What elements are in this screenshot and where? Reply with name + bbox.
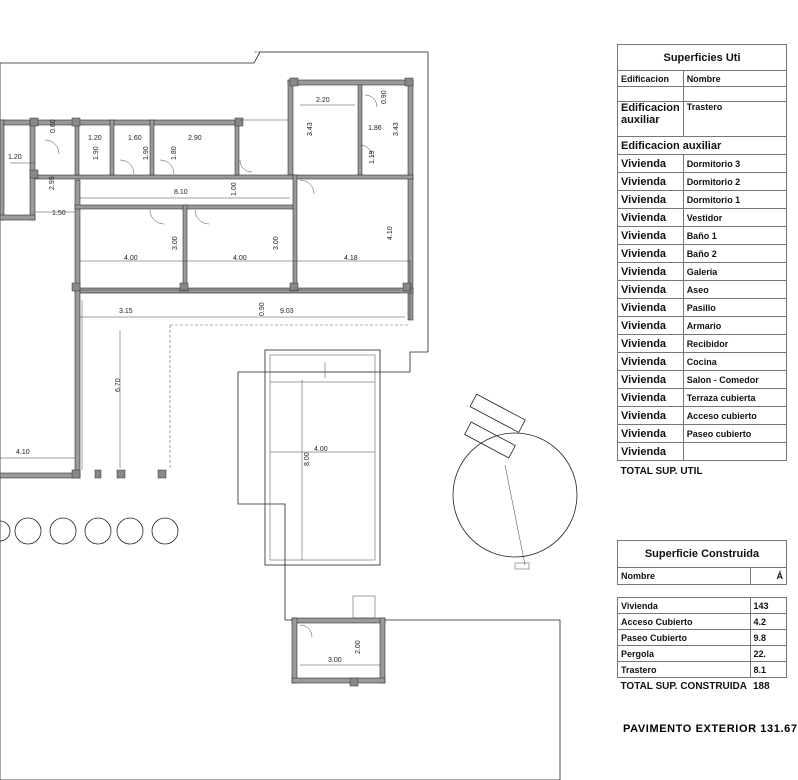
table-util-title: Superficies Uti	[618, 45, 787, 71]
dim-186: 1.86	[368, 125, 382, 132]
table-row	[618, 335, 787, 353]
wall-corridor-south	[75, 288, 413, 293]
wall-west-upper	[0, 120, 4, 220]
table-row	[618, 299, 787, 317]
dim-800: 8.00	[304, 452, 311, 466]
row-edificacion: Vivienda	[618, 245, 684, 263]
row-area: 8.1	[750, 662, 787, 678]
dim-300b: 3.00	[273, 236, 280, 250]
garden-circles	[0, 518, 178, 544]
table-construida-title: Superficie Construida	[618, 541, 787, 568]
row-edificacion: Vivienda	[618, 227, 684, 245]
row-edificacion: Vivienda	[618, 425, 684, 443]
row-nombre: Cocina	[683, 353, 786, 371]
dim-410b: 4.10	[16, 449, 30, 456]
dim-400b: 4.00	[233, 255, 247, 262]
header-edificacion: Edificacion	[618, 71, 684, 87]
row-edificacion: Vivienda	[618, 389, 684, 407]
dim-160: 1.60	[128, 135, 142, 142]
table-row	[618, 209, 787, 227]
wall-living-west	[75, 290, 80, 475]
dim-400c: 4.00	[314, 446, 328, 453]
wall-upper-div	[288, 80, 293, 175]
shed	[292, 596, 385, 686]
dim-410a: 4.10	[387, 226, 394, 240]
total-sup-util-label: TOTAL SUP. UTIL	[620, 465, 703, 477]
wall-bath-div2	[110, 120, 114, 175]
dim-090a: 0.90	[381, 90, 388, 104]
row-nombre: Recibidor	[683, 335, 786, 353]
wall-room-div1	[183, 205, 187, 290]
superficie-construida-table	[617, 540, 787, 695]
plot-boundary	[0, 52, 560, 780]
wall-left-room	[0, 215, 35, 220]
dim-343b: 3.43	[393, 122, 400, 136]
table-row	[618, 425, 787, 443]
row-nombre: Salon - Comedor	[683, 371, 786, 389]
row-nombre: Aseo	[683, 281, 786, 299]
dim-119: 1.19	[369, 150, 376, 164]
header-nombre: Nombre	[683, 71, 786, 87]
row-nombre	[683, 443, 786, 461]
dimension-lines	[0, 105, 410, 665]
pavimento-exterior: PAVIMENTO EXTERIOR 131.67	[623, 723, 798, 735]
row-nombre: Trastero	[618, 662, 751, 678]
table-cell-edificacion: Edificacion auxiliar	[618, 102, 684, 137]
row-edificacion: Vivienda	[618, 335, 684, 353]
table-row	[618, 263, 787, 281]
row-nombre: Terraza cubierta	[683, 389, 786, 407]
row-nombre: Paseo Cubierto	[618, 630, 751, 646]
row-area: 4.2	[750, 614, 787, 630]
dim-810: 8.10	[174, 189, 188, 196]
wall-mid-west	[75, 180, 80, 290]
dim-100: 1.00	[231, 182, 238, 196]
table-row	[618, 389, 787, 407]
row-edificacion: Vivienda	[618, 353, 684, 371]
table-cell-nombre: Trastero	[683, 102, 786, 137]
table-row	[618, 598, 787, 614]
superficies-util-table	[617, 44, 787, 481]
dim-418: 4.18	[344, 255, 358, 262]
dim-295: 2.95	[49, 176, 56, 190]
row-edificacion: Vivienda	[618, 317, 684, 335]
row-edificacion: Vivienda	[618, 263, 684, 281]
row-nombre: Acceso Cubierto	[618, 614, 751, 630]
row-nombre: Armario	[683, 317, 786, 335]
wall-bath-div1	[75, 120, 79, 175]
dim-120b: 1.20	[88, 135, 102, 142]
dim-190a: 1.90	[93, 146, 100, 160]
row-area: 22.	[750, 646, 787, 662]
total-construida-label: TOTAL SUP. CONSTRUIDA	[620, 681, 747, 692]
dim-180: 1.80	[171, 146, 178, 160]
dim-903: 9.03	[280, 308, 294, 315]
table-row	[618, 614, 787, 630]
wall-bath-div4	[235, 120, 239, 175]
group-label: Edificacion auxiliar	[618, 137, 787, 155]
table-row	[618, 353, 787, 371]
row-edificacion: Vivienda	[618, 155, 684, 173]
wall-north-block	[288, 80, 413, 85]
table-row	[618, 646, 787, 662]
table-row	[618, 630, 787, 646]
row-edificacion: Vivienda	[618, 209, 684, 227]
dim-300a: 3.00	[172, 236, 179, 250]
dim-220: 2.20	[316, 97, 330, 104]
table-row	[618, 281, 787, 299]
dim-060: 0.60	[50, 119, 57, 133]
garden-table	[453, 394, 577, 569]
dim-400a: 4.00	[124, 255, 138, 262]
row-nombre: Dormitorio 1	[683, 191, 786, 209]
dim-300c: 3.00	[328, 657, 342, 664]
table-row	[618, 443, 787, 461]
dim-090b: 0.90	[259, 302, 266, 316]
header-nombre-construida: Nombre	[618, 568, 751, 585]
wall-bath-div3	[150, 120, 154, 175]
table-row	[618, 371, 787, 389]
dim-315: 3.15	[119, 308, 133, 315]
row-nombre: Vivienda	[618, 598, 751, 614]
dim-343a: 3.43	[307, 122, 314, 136]
dim-200: 2.00	[355, 640, 362, 654]
dim-150: 1.50	[52, 210, 66, 217]
row-nombre: Baño 1	[683, 227, 786, 245]
table-row	[618, 317, 787, 335]
table-row	[618, 407, 787, 425]
dim-290: 2.90	[188, 135, 202, 142]
total-construida-value: 188	[753, 681, 770, 692]
row-nombre: Vestidor	[683, 209, 786, 227]
row-nombre: Pergola	[618, 646, 751, 662]
wall-corridor-north	[35, 175, 413, 179]
wall-north-inner	[358, 85, 362, 175]
dim-190b: 1.90	[143, 146, 150, 160]
table-row	[618, 662, 787, 678]
table-row	[618, 173, 787, 191]
row-area: 9.8	[750, 630, 787, 646]
pool	[265, 350, 380, 565]
row-nombre: Acceso cubierto	[683, 407, 786, 425]
wall-bottom-left	[0, 473, 80, 478]
table-row	[618, 245, 787, 263]
wall-room-div2	[293, 175, 297, 290]
row-edificacion: Vivienda	[618, 299, 684, 317]
row-edificacion: Vivienda	[618, 407, 684, 425]
dim-670: 6.70	[115, 378, 122, 392]
row-nombre: Dormitorio 2	[683, 173, 786, 191]
header-area: Á	[750, 568, 787, 585]
row-area: 143	[750, 598, 787, 614]
row-nombre: Paseo cubierto	[683, 425, 786, 443]
row-edificacion: Vivienda	[618, 371, 684, 389]
table-row	[618, 191, 787, 209]
dim-120a: 1.20	[8, 154, 22, 161]
row-edificacion: Vivienda	[618, 191, 684, 209]
row-edificacion: Vivienda	[618, 443, 684, 461]
row-edificacion: Vivienda	[618, 173, 684, 191]
row-nombre: Baño 2	[683, 245, 786, 263]
row-nombre: Pasillo	[683, 299, 786, 317]
row-edificacion: Vivienda	[618, 281, 684, 299]
row-nombre: Galeria	[683, 263, 786, 281]
row-nombre: Dormitorio 3	[683, 155, 786, 173]
table-row	[618, 155, 787, 173]
table-row	[618, 227, 787, 245]
